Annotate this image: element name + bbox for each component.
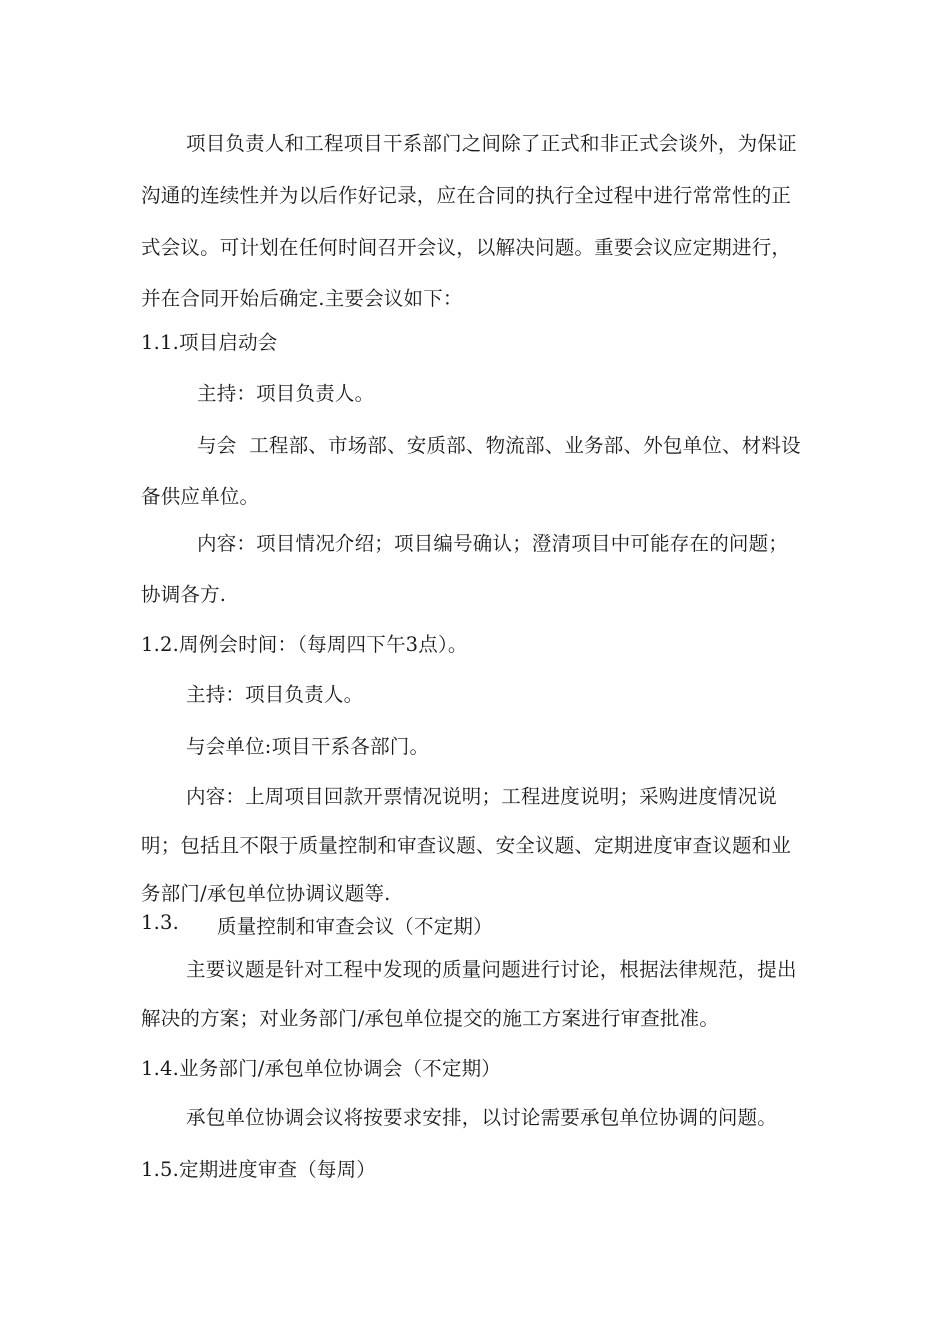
section-1-1-content-line-2: 协调各方. (141, 583, 227, 606)
section-1-2-content-line-3: 务部门/承包单位协调议题等. (141, 882, 391, 905)
section-1-3-body-line-2: 解决的方案；对业务部门/承包单位提交的施工方案进行审查批准。 (141, 1007, 720, 1030)
section-1-1-attend-line-2: 备供应单位。 (141, 485, 260, 508)
intro-line-3: 式会议。可计划在任何时间召开会议，以解决问题。重要会议应定期进行， (141, 236, 792, 259)
section-1-2-heading: 1.2.周例会时间：（每周四下午3点）。 (141, 633, 468, 656)
section-1-1-heading: 1.1.项目启动会 (141, 331, 278, 354)
section-1-3-number: 1.3. (141, 911, 180, 934)
section-1-4-heading: 1.4.业务部门/承包单位协调会（不定期） (141, 1057, 501, 1080)
section-1-1-content-line-1: 内容：项目情况介绍；项目编号确认；澄清项目中可能存在的问题； (197, 532, 789, 555)
intro-line-2: 沟通的连续性并为以后作好记录，应在合同的执行全过程中进行常常性的正 (141, 184, 792, 207)
section-1-4-body: 承包单位协调会议将按要求安排，以讨论需要承包单位协调的问题。 (186, 1106, 778, 1129)
section-1-2-content-line-1: 内容：上周项目回款开票情况说明；工程进度说明；采购进度情况说 (186, 785, 778, 808)
section-1-5-heading: 1.5.定期进度审查（每周） (141, 1158, 377, 1181)
section-1-2-content-line-2: 明；包括且不限于质量控制和审查议题、安全议题、定期进度审查议题和业 (141, 834, 792, 857)
intro-line-4: 并在合同开始后确定.主要会议如下： (141, 287, 463, 310)
section-1-3-body-line-1: 主要议题是针对工程中发现的质量问题进行讨论，根据法律规范，提出 (186, 958, 797, 981)
section-1-1-host: 主持：项目负责人。 (197, 382, 375, 405)
section-1-1-attend-line-1: 与会 工程部、市场部、安质部、物流部、业务部、外包单位、材料设 (197, 434, 801, 457)
section-1-3-title: 质量控制和审查会议（不定期） (217, 915, 493, 938)
section-1-2-attend: 与会单位:项目干系各部门。 (186, 735, 430, 758)
intro-line-1: 项目负责人和工程项目干系部门之间除了正式和非正式会谈外，为保证 (186, 132, 797, 155)
section-1-2-host: 主持：项目负责人。 (186, 683, 364, 706)
